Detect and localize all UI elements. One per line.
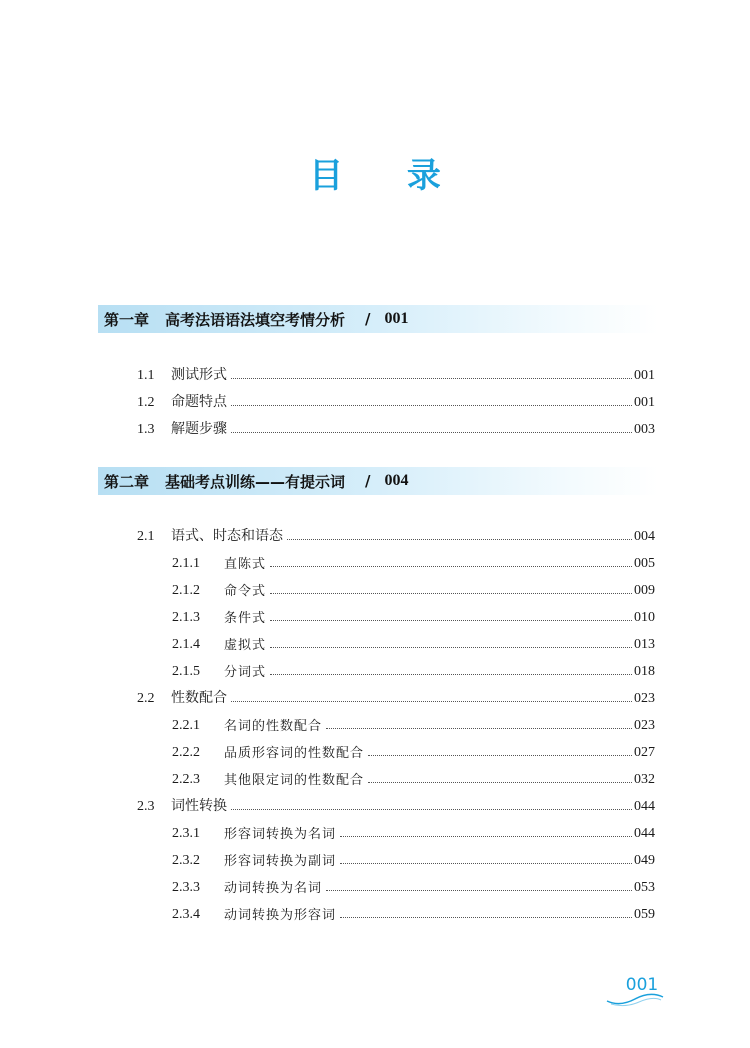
footer-wave-ornament (605, 993, 665, 1007)
toc-entry-2-2-1[interactable] (172, 710, 655, 734)
toc-entry-1-1[interactable] (137, 360, 655, 384)
chapter-page: 001 (384, 310, 409, 327)
entry-number: 1.3 (137, 422, 155, 437)
toc-entry-2-3-1[interactable] (172, 818, 655, 842)
entry-number: 2.1.3 (172, 610, 200, 625)
dot-leader (270, 620, 632, 621)
entry-number: 2.3.1 (172, 826, 200, 841)
toc-entry-1-3[interactable] (137, 414, 655, 438)
dot-leader (326, 890, 632, 891)
entry-page: 010 (634, 610, 655, 625)
entry-number: 2.1 (137, 529, 155, 544)
entry-number: 2.2 (137, 691, 155, 706)
entry-number: 2.2.1 (172, 718, 200, 733)
entry-page: 044 (634, 826, 655, 841)
entry-title: 动词转换为形容词 (224, 908, 337, 923)
entry-page: 032 (634, 772, 655, 787)
entry-number: 2.2.3 (172, 772, 200, 787)
dot-leader (231, 432, 632, 433)
entry-title: 直陈式 (224, 557, 267, 572)
entry-page: 059 (634, 907, 655, 922)
entry-title: 动词转换为名词 (224, 881, 323, 896)
toc-entry-2-1-2[interactable] (172, 575, 655, 599)
entry-number: 2.2.2 (172, 745, 200, 760)
dot-leader (368, 782, 632, 783)
entry-page: 049 (634, 853, 655, 868)
entry-page: 003 (634, 422, 655, 437)
dot-leader (326, 728, 632, 729)
toc-entry-2-3-3[interactable] (172, 872, 655, 896)
chapter-separator: / (365, 310, 371, 328)
dot-leader (340, 917, 632, 918)
chapter-separator: / (365, 472, 371, 490)
entry-title: 条件式 (224, 611, 267, 626)
chapter-1-header[interactable] (98, 305, 658, 333)
entry-title: 品质形容词的性数配合 (224, 746, 365, 761)
chapter-page: 004 (384, 472, 409, 489)
toc-entry-2-1[interactable] (137, 521, 655, 545)
entry-title: 命题特点 (171, 394, 227, 410)
entry-page: 053 (634, 880, 655, 895)
dot-leader (340, 836, 632, 837)
entry-page: 001 (634, 395, 655, 410)
toc-entry-2-1-1[interactable] (172, 548, 655, 572)
chapter-label: 第一章 (104, 310, 150, 329)
entry-number: 2.1.2 (172, 583, 200, 598)
entry-title: 性数配合 (171, 690, 227, 706)
toc-entry-2-3-2[interactable] (172, 845, 655, 869)
entry-title: 其他限定词的性数配合 (224, 773, 365, 788)
entry-page: 018 (634, 664, 655, 679)
footer-page-number: 001 (625, 975, 659, 995)
dot-leader (340, 863, 632, 864)
toc-entry-2-3[interactable] (137, 791, 655, 815)
entry-title: 虚拟式 (224, 638, 267, 653)
toc-entry-1-2[interactable] (137, 387, 655, 411)
toc-entry-2-2-3[interactable] (172, 764, 655, 788)
entry-page: 023 (634, 718, 655, 733)
toc-entry-2-2[interactable] (137, 683, 655, 707)
entry-number: 2.3.4 (172, 907, 200, 922)
chapter-title: 基础考点训练——有提示词 (165, 472, 346, 491)
dot-leader (270, 566, 632, 567)
entry-title: 词性转换 (171, 798, 227, 814)
dot-leader (231, 701, 632, 702)
entry-number: 2.3 (137, 799, 155, 814)
dot-leader (368, 755, 632, 756)
chapter-title: 高考法语语法填空考情分析 (165, 310, 346, 329)
toc-entry-2-2-2[interactable] (172, 737, 655, 761)
entry-page: 023 (634, 691, 655, 706)
entry-number: 2.1.4 (172, 637, 200, 652)
dot-leader (231, 809, 632, 810)
entry-title: 分词式 (224, 665, 267, 680)
entry-page: 004 (634, 529, 655, 544)
chapter-label: 第二章 (104, 472, 150, 491)
entry-number: 2.1.1 (172, 556, 200, 571)
dot-leader (287, 539, 632, 540)
entry-number: 2.1.5 (172, 664, 200, 679)
dot-leader (231, 378, 632, 379)
chapter-2-header[interactable] (98, 467, 658, 495)
dot-leader (231, 405, 632, 406)
entry-number: 2.3.3 (172, 880, 200, 895)
entry-page: 013 (634, 637, 655, 652)
entry-title: 形容词转换为名词 (224, 827, 337, 842)
toc-entry-2-3-4[interactable] (172, 899, 655, 923)
entry-title: 形容词转换为副词 (224, 854, 337, 869)
dot-leader (270, 647, 632, 648)
toc-entry-2-1-5[interactable] (172, 656, 655, 680)
toc-entry-2-1-3[interactable] (172, 602, 655, 626)
entry-page: 009 (634, 583, 655, 598)
entry-title: 命令式 (224, 584, 267, 599)
dot-leader (270, 593, 632, 594)
dot-leader (270, 674, 632, 675)
entry-title: 测试形式 (171, 367, 227, 383)
entry-title: 解题步骤 (171, 421, 227, 437)
page-title: 目 录 (309, 156, 467, 196)
entry-number: 2.3.2 (172, 853, 200, 868)
entry-title: 名词的性数配合 (224, 719, 323, 734)
entry-page: 044 (634, 799, 655, 814)
entry-number: 1.2 (137, 395, 155, 410)
entry-title: 语式、时态和语态 (171, 528, 283, 544)
entry-page: 027 (634, 745, 655, 760)
toc-entry-2-1-4[interactable] (172, 629, 655, 653)
entry-number: 1.1 (137, 368, 155, 383)
entry-page: 005 (634, 556, 655, 571)
entry-page: 001 (634, 368, 655, 383)
